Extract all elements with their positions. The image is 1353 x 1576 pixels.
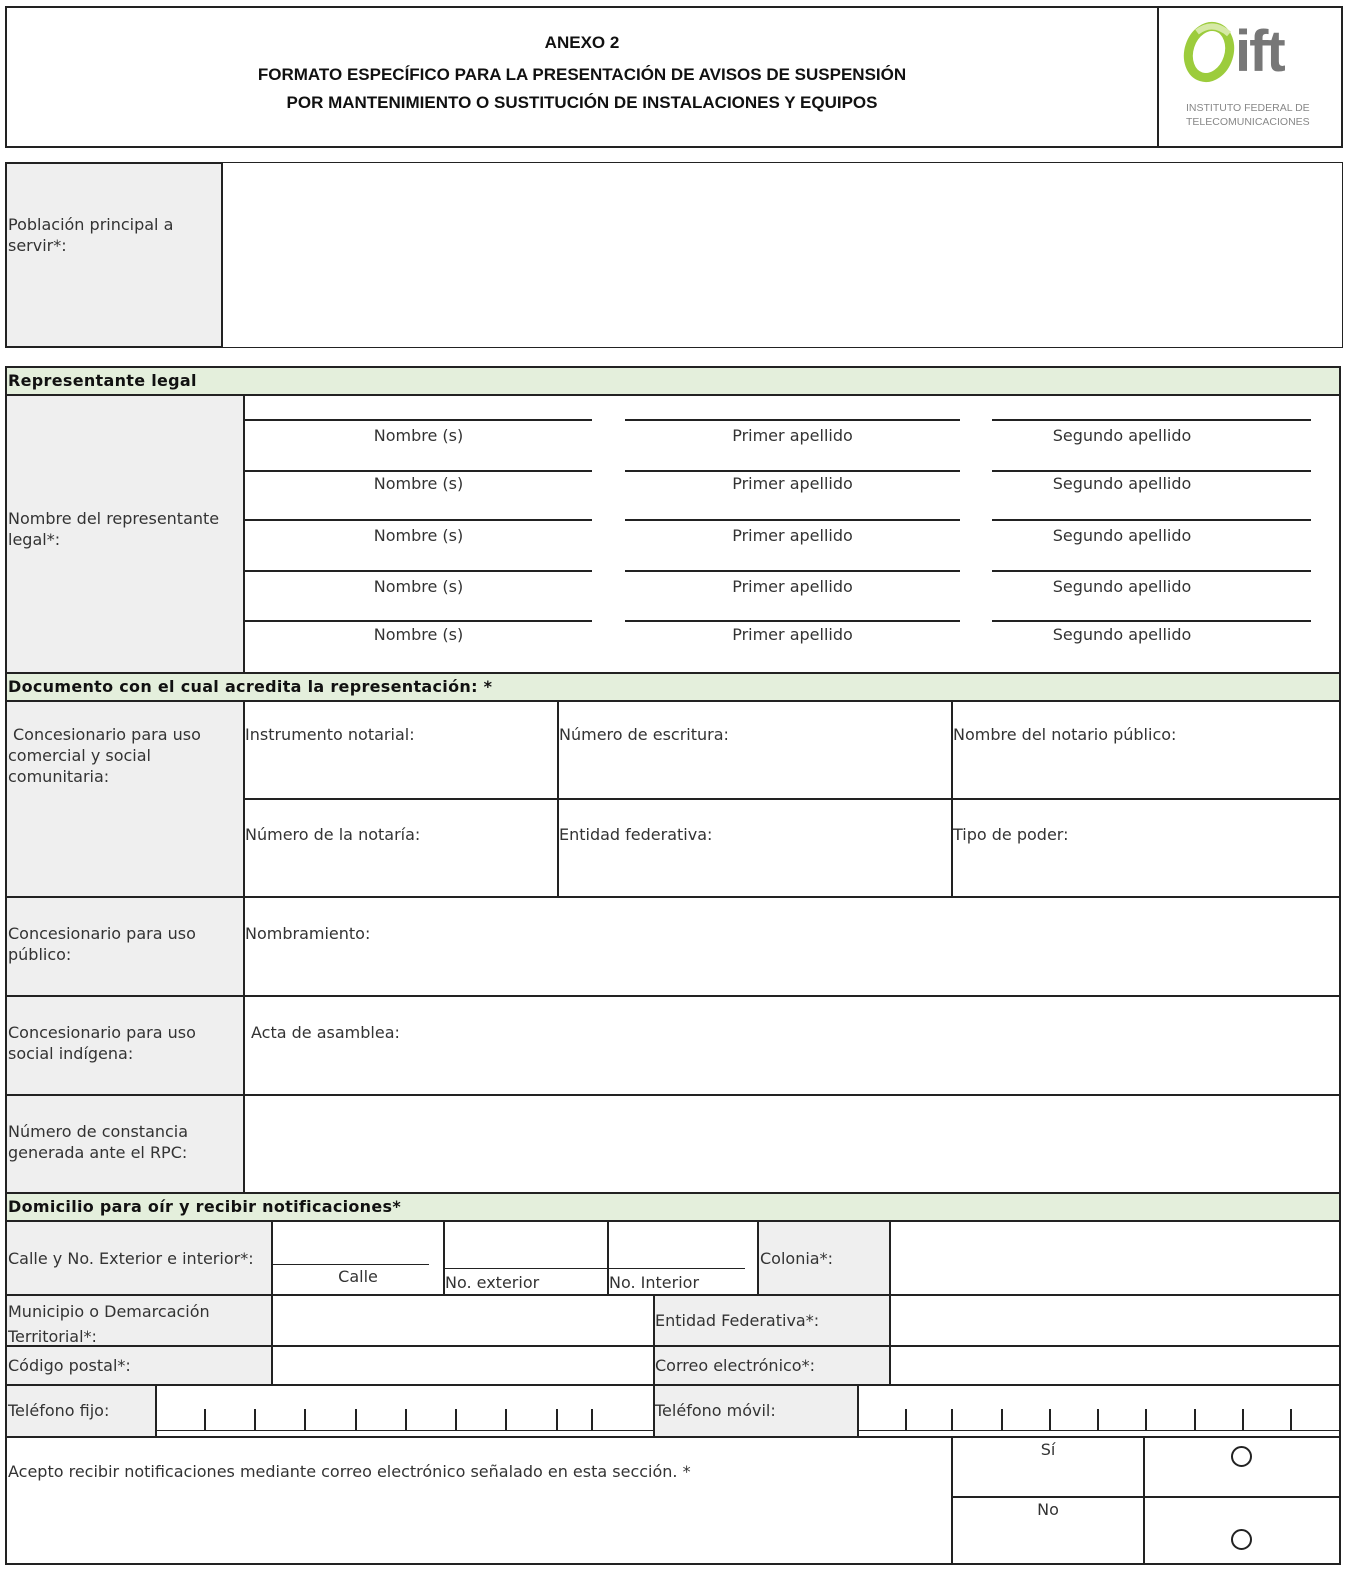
rule — [5, 995, 1341, 997]
tel-fijo-digit-tick — [254, 1409, 256, 1431]
form-title-line2: POR MANTENIMIENTO O SUSTITUCIÓN DE INSTALACIONES Y EQUIPOS — [286, 93, 878, 112]
rule — [243, 798, 1341, 800]
interior-caption: No. Interior — [609, 1273, 700, 1292]
segundo-apellido-caption: Segundo apellido — [1052, 577, 1192, 596]
tel-fijo-digit-tick — [405, 1409, 407, 1431]
name-row — [245, 577, 1315, 601]
nombre-caption: Nombre (s) — [373, 474, 464, 493]
tel-movil-digit-tick — [1242, 1409, 1244, 1431]
name-row — [245, 426, 1315, 450]
segundo-apellido-caption: Segundo apellido — [1052, 474, 1192, 493]
si-radio[interactable] — [1231, 1446, 1252, 1467]
cp-label: Código postal*: — [8, 1356, 131, 1375]
tel-movil-digit-tick — [1194, 1409, 1196, 1431]
entidad-label: Entidad federativa: — [559, 825, 713, 844]
tel-movil-digit-tick — [1049, 1409, 1051, 1431]
representante-section-title: Representante legal — [8, 371, 197, 390]
publico-label: Concesionario para uso público: — [8, 924, 196, 964]
tel-movil-label: Teléfono móvil: — [655, 1401, 776, 1420]
tel-fijo-digit-tick — [304, 1409, 306, 1431]
rule — [245, 470, 592, 472]
tel-fijo-digit-tick — [355, 1409, 357, 1431]
tel-fijo-digit-tick — [591, 1409, 593, 1431]
escritura-label: Número de escritura: — [559, 725, 729, 744]
comercial-label: Concesionario para uso comercial y social comunitaria: — [8, 725, 201, 786]
rule — [625, 620, 960, 622]
rule — [245, 620, 592, 622]
rule — [5, 896, 1341, 898]
si-label: Sí — [1040, 1440, 1056, 1459]
rule — [859, 1430, 1339, 1431]
rule — [1143, 1436, 1145, 1565]
tel-movil-digit-tick — [1145, 1409, 1147, 1431]
representante-header-bg — [7, 368, 1339, 394]
rule — [271, 1220, 273, 1386]
rule — [443, 1268, 745, 1269]
rule — [245, 519, 592, 521]
tel-fijo-digit-tick — [505, 1409, 507, 1431]
rule — [992, 620, 1311, 622]
tel-movil-digit-tick — [1290, 1409, 1292, 1431]
rule — [625, 570, 960, 572]
segundo-apellido-caption: Segundo apellido — [1052, 426, 1192, 445]
calle-caption: Calle — [338, 1267, 378, 1286]
rule — [5, 1345, 1341, 1347]
nombre-caption: Nombre (s) — [373, 426, 464, 445]
tel-movil-digit-tick — [905, 1409, 907, 1431]
nombramiento-label: Nombramiento: — [245, 924, 371, 943]
segundo-apellido-caption: Segundo apellido — [1052, 526, 1192, 545]
poblacion-label: Población principal a servir*: — [8, 215, 174, 255]
notario-label: Nombre del notario público: — [953, 725, 1177, 744]
ift-logo-subtitle-1: INSTITUTO FEDERAL DE — [1186, 102, 1310, 114]
name-row — [245, 526, 1315, 550]
rule — [992, 519, 1311, 521]
primer-apellido-caption: Primer apellido — [732, 577, 853, 596]
tel-movil-digit-tick — [951, 1409, 953, 1431]
correo-label: Correo electrónico*: — [655, 1356, 815, 1375]
rule — [992, 419, 1311, 421]
documento-section-title: Documento con el cual acredita la representación: * — [8, 677, 493, 696]
poder-label: Tipo de poder: — [953, 825, 1069, 844]
tel-movil-digit-tick — [1001, 1409, 1003, 1431]
nombre-caption: Nombre (s) — [373, 625, 464, 644]
domicilio-section-title: Domicilio para oír y recibir notificaciones* — [8, 1197, 402, 1216]
rule — [992, 570, 1311, 572]
tel-fijo-digit-tick — [455, 1409, 457, 1431]
nombre-caption: Nombre (s) — [373, 526, 464, 545]
municipio-label: Municipio o Demarcación Territorial*: — [8, 1302, 210, 1346]
indigena-label: Concesionario para uso social indígena: — [8, 1023, 196, 1063]
no-label: No — [1037, 1500, 1059, 1519]
name-row — [245, 625, 1315, 649]
primer-apellido-caption: Primer apellido — [732, 526, 853, 545]
ift-logo-text: ift — [1235, 19, 1284, 84]
segundo-apellido-caption: Segundo apellido — [1052, 625, 1192, 644]
ift-logo — [1183, 18, 1323, 138]
entidad-federativa-label: Entidad Federativa*: — [655, 1311, 820, 1330]
ift-logo-subtitle-2: TELECOMUNICACIONES — [1186, 116, 1310, 128]
no-radio[interactable] — [1231, 1529, 1252, 1550]
poblacion-input[interactable] — [224, 164, 1340, 346]
tel-movil-digit-tick — [1097, 1409, 1099, 1431]
rule — [625, 419, 960, 421]
rule — [5, 1436, 1341, 1438]
rule — [992, 470, 1311, 472]
rule — [245, 570, 592, 572]
ift-logo-icon — [1183, 18, 1243, 84]
representante-label: Nombre del representante legal*: — [8, 509, 220, 549]
rule — [273, 1264, 429, 1265]
rule — [951, 1496, 1341, 1498]
primer-apellido-caption: Primer apellido — [732, 426, 853, 445]
name-row — [245, 474, 1315, 498]
acta-label: Acta de asamblea: — [251, 1023, 400, 1042]
rule — [5, 1094, 1341, 1096]
acepto-label: Acepto recibir notificaciones mediante correo electrónico señalado en esta sección. * — [8, 1462, 691, 1481]
nombre-caption: Nombre (s) — [373, 577, 464, 596]
annex-title: ANEXO 2 — [544, 33, 620, 52]
exterior-caption: No. exterior — [445, 1273, 540, 1292]
rule — [889, 1220, 891, 1386]
rule — [625, 470, 960, 472]
rule — [243, 700, 245, 1194]
primer-apellido-caption: Primer apellido — [732, 625, 853, 644]
tel-fijo-label: Teléfono fijo: — [8, 1401, 110, 1420]
calle-row-label: Calle y No. Exterior e interior*: — [8, 1249, 254, 1268]
instrumento-label: Instrumento notarial: — [245, 725, 415, 744]
constancia-label: Número de constancia generada ante el RPC: — [8, 1122, 189, 1162]
tel-fijo-digit-tick — [204, 1409, 206, 1431]
form-title-line1: FORMATO ESPECÍFICO PARA LA PRESENTACIÓN DE AVISOS DE SUSPENSIÓN — [257, 65, 907, 84]
rule — [245, 419, 592, 421]
notaria-label: Número de la notaría: — [245, 825, 421, 844]
tel-fijo-digit-tick — [556, 1409, 558, 1431]
colonia-label: Colonia*: — [760, 1249, 833, 1268]
rule — [625, 519, 960, 521]
primer-apellido-caption: Primer apellido — [732, 474, 853, 493]
